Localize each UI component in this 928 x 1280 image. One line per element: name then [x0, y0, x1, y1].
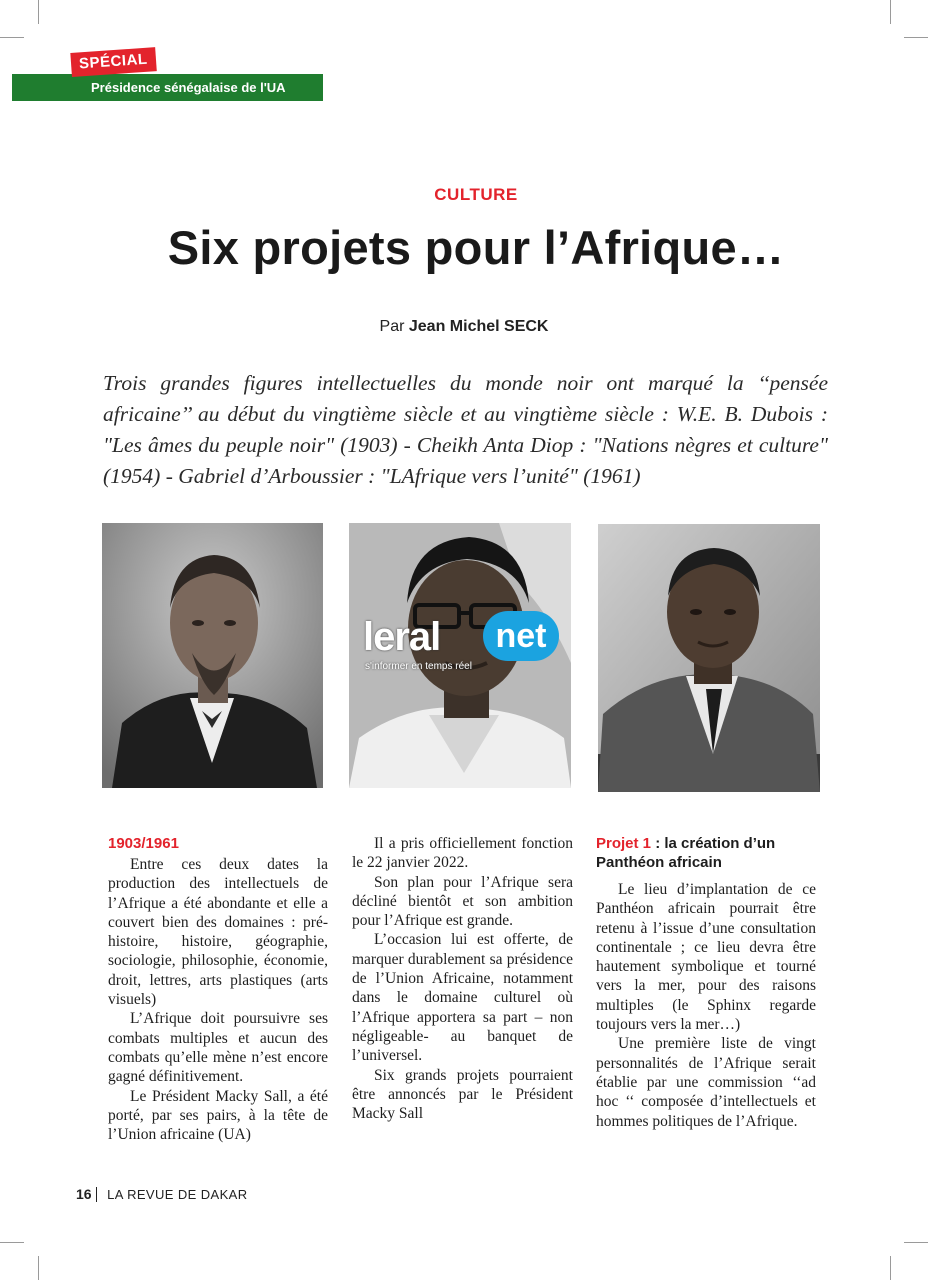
crop-mark — [0, 37, 24, 38]
author-name: Jean Michel SECK — [408, 318, 549, 335]
byline — [0, 318, 928, 336]
paragraph: Entre ces deux dates la production des intellectuels de l’Afrique a été abondante et elle a couvert bien des domaines : pré-histoire, histoire, géographie, sociologie, philosophie, économie, droit, lettres, arts plastiques (arts visuels) — [108, 856, 328, 1009]
paragraph: L’Afrique doit poursuivre ses combats multiples et aucun des combats qu’elle mène n’est encore gagné définitivement. — [108, 1010, 328, 1086]
section-banner — [12, 74, 323, 101]
watermark-logo — [363, 615, 563, 675]
project-title: : la création d’un Panthéon africain — [596, 835, 776, 871]
paragraph: Une première liste de vingt personnalités de l’Afrique serait établie par une commission ‘‘ad hoc ‘‘ composée d’intellectuels et hommes politiques de l’Afrique. — [596, 1035, 816, 1130]
watermark-brand-left: leral — [363, 615, 441, 659]
article-kicker: CULTURE — [434, 185, 518, 204]
watermark-tagline: s'informer en temps réel — [365, 661, 472, 672]
paragraph: Son plan pour l’Afrique sera décliné bientôt et son ambition pour l’Afrique est grande. — [352, 873, 573, 930]
paragraph: L’occasion lui est offerte, de marquer durablement sa présidence de l’Union Africaine, notamment dans le domaine culturel où l’Afrique apportera sa part – non négligeable- au banquet de l’universel. — [352, 931, 573, 1065]
page-footer — [76, 1186, 248, 1202]
project-number: Projet 1 — [596, 835, 652, 852]
article-lead: Trois grandes figures intellectuelles du monde noir ont marqué la ‘‘pensée africaine’’ au début du vingtième siècle et au vingtième siècle : W.E. B. Dubois : "Les âmes du peuple noir" (1903) - Cheikh Anta Diop : "Nations nègres et culture" (1954) - Gabriel d’Arboussier : "LAfrique vers l’unité" (1961) — [103, 371, 828, 488]
section-label: Présidence sénégalaise de l'UA — [91, 80, 286, 95]
paragraph: Le Président Macky Sall, a été porté, par ses pairs, à la tête de l’Union africaine (UA) — [108, 1087, 328, 1144]
crop-mark — [38, 1256, 39, 1280]
paragraph: Six grands projets pourraient être annoncés par le Président Macky Sall — [352, 1066, 573, 1123]
article-title: Six projets pour l’Afrique… — [167, 221, 785, 274]
column-1-heading: 1903/1961 — [108, 835, 179, 852]
portrait-photo-dubois — [102, 523, 323, 788]
page-number: 16 — [76, 1186, 92, 1202]
portrait-photo-diop — [349, 523, 571, 788]
footer-divider — [96, 1187, 98, 1202]
paragraph: Il a pris officiellement fonction le 22 janvier 2022. — [352, 835, 573, 872]
column-3-heading — [596, 834, 816, 872]
portrait-photo-arboussier — [598, 524, 820, 792]
crop-mark — [38, 0, 39, 24]
text-column-3 — [596, 834, 816, 1131]
crop-mark — [904, 1242, 928, 1243]
crop-mark — [0, 1242, 24, 1243]
special-badge: SPÉCIAL — [70, 47, 156, 77]
magazine-name: LA REVUE DE DAKAR — [107, 1187, 248, 1202]
crop-mark — [904, 37, 928, 38]
text-column-2 — [352, 834, 573, 1123]
byline-prefix: Par — [379, 318, 405, 335]
crop-mark — [890, 0, 891, 24]
crop-mark — [890, 1256, 891, 1280]
text-column-1 — [108, 834, 328, 1144]
watermark-brand-right: net — [483, 611, 559, 661]
paragraph: Le lieu d’implantation de ce Panthéon africain pourrait être retenu à l’issue d’une consultation continentale ; ce lieu devra être hautement symbolique et tourné vers la mer, pour des raisons multiples (le Sphinx regarde toujours vers la mer…) — [596, 881, 816, 1034]
